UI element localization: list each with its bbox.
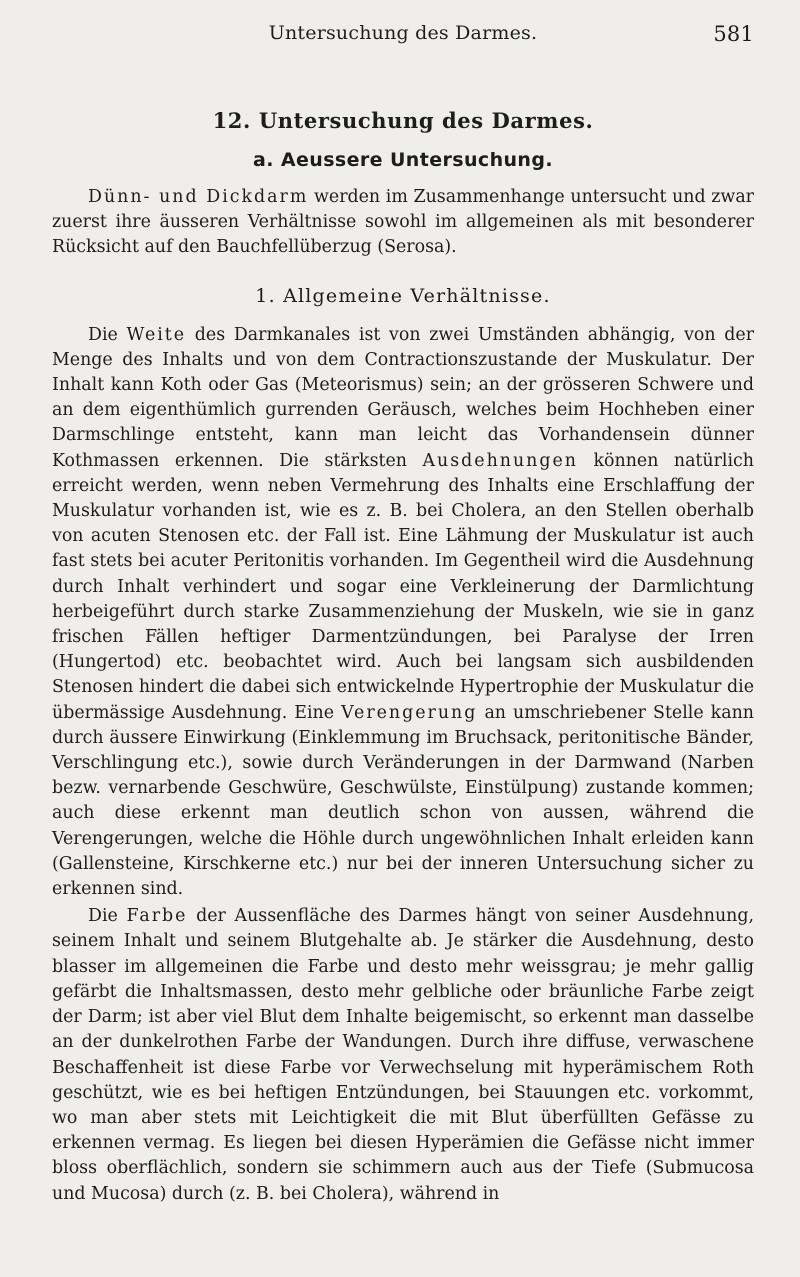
intro-text: werden im Zusammenhange untersucht und zwar zuerst ihre äusseren Verhältnisse sowohl im allgemeinen als mit besonderer Rücksicht auf den Bauchfellüberzug (Serosa). [52, 187, 754, 258]
term-ausdehnungen: Ausdehnungen [422, 450, 579, 471]
subsection-title: 1. Allgemeine Verhältnisse. [255, 284, 551, 307]
page-number: 581 [713, 22, 754, 46]
running-title: Untersuchung des Darmes. [268, 22, 538, 44]
running-header [52, 22, 754, 56]
chapter-title: 12. Untersuchung des Darmes. [212, 108, 594, 133]
term-weite: Weite [126, 324, 187, 345]
paragraph-weite [52, 323, 754, 903]
paragraph-weite-text-3: an umschriebener Stelle kann durch äussere Einwirkung (Einklemmung im Bruchsack, peritonitische Bänder, Verschlingung etc.), sowie durch Veränderungen in der Darmwand (Narben bezw. vernarbende Geschwüre, Geschwülste, Einstülpung) zustande kommen; auch diese erkennt man deutlich schon von aussen, während die Verengerungen, welche die Höhle durch ungewöhnlichen Inhalt erleiden kann (Gallensteine, Kirschkerne etc.) nur bei der inneren Untersuchung sicher zu erkennen sind. [52, 702, 754, 900]
paragraph-weite-text-1: des Darmkanales ist von zwei Umständen abhängig, von der Menge des Inhalts und von dem Contractionszustande der Muskulatur. Der Inhalt kann Koth oder Gas (Meteorismus) sein; an der grösseren Schwere und an dem eigenthümlich gurrenden Geräusch, welches beim Hochheben einer Darmschlinge entsteht, kann man leicht das Vorhandensein dünner Kothmassen erkennen. Die stärksten [52, 324, 755, 471]
paragraph-weite-text-2: können natürlich erreicht werden, wenn neben Vermehrung des Inhalts eine Erschlaffung der Muskulatur vorhanden ist, wie es z. B. bei Cholera, an den Stellen oberhalb von acuten Stenosen etc. der Fall ist. Eine Lähmung der Muskulatur ist auch fast stets bei acuter Peritonitis vorhanden. Im Gegentheil wird die Ausdehnung durch Inhalt verhindert und sogar eine Verkleinerung der Darmlichtung herbeigeführt durch starke Zusammenziehung der Muskeln, wie sie in ganz frischen Fällen heftiger Darmentzündungen, bei Paralyse der Irren (Hungertod) etc. beobachtet wird. Auch bei langsam sich ausbildenden Stenosen hindert die dabei sich entwickelnde Hypertrophie der Muskulatur die übermässige Ausdehnung. Eine [52, 450, 754, 723]
paragraph-weite-start: Die [88, 324, 127, 345]
term-farbe: Farbe [126, 906, 188, 927]
paragraph-farbe-start: Die [88, 906, 127, 927]
term-verengerung: Verengerung [341, 702, 478, 723]
paragraph-farbe [52, 904, 754, 1206]
paragraph-farbe-text: der Aussenfläche des Darmes hängt von seiner Ausdehnung, seinem Inhalt und seinem Blutgehalte ab. Je stärker die Ausdehnung, desto blasser im allgemeinen die Farbe und desto mehr weissgrau; je mehr gallig gefärbt die Inhaltsmassen, desto mehr gelbliche oder bräunliche Farbe zeigt der Darm; ist aber viel Blut dem Inhalte beigemischt, so erkennt man dasselbe an der dunkelrothen Farbe der Wandungen. Durch ihre diffuse, verwaschene Beschaffenheit ist diese Farbe vor Verwechselung mit hyperämischem Roth geschützt, wie es bei heftigen Entzündungen, bei Stauungen etc. vorkommt, wo man aber stets mit Leichtigkeit die mit Blut überfüllten Gefässe zu erkennen vermag. Es liegen bei diesen Hyperämien die Gefässe nicht immer bloss oberflächlich, sondern sie schimmern auch aus der Tiefe (Submucosa und Mucosa) durch (z. B. bei Cholera), während in [52, 906, 755, 1204]
section-title: a. Aeussere Untersuchung. [253, 149, 553, 171]
intro-paragraph [52, 185, 754, 261]
book-page [52, 22, 754, 1207]
intro-lead-term: Dünn- und Dickdarm [88, 187, 309, 207]
